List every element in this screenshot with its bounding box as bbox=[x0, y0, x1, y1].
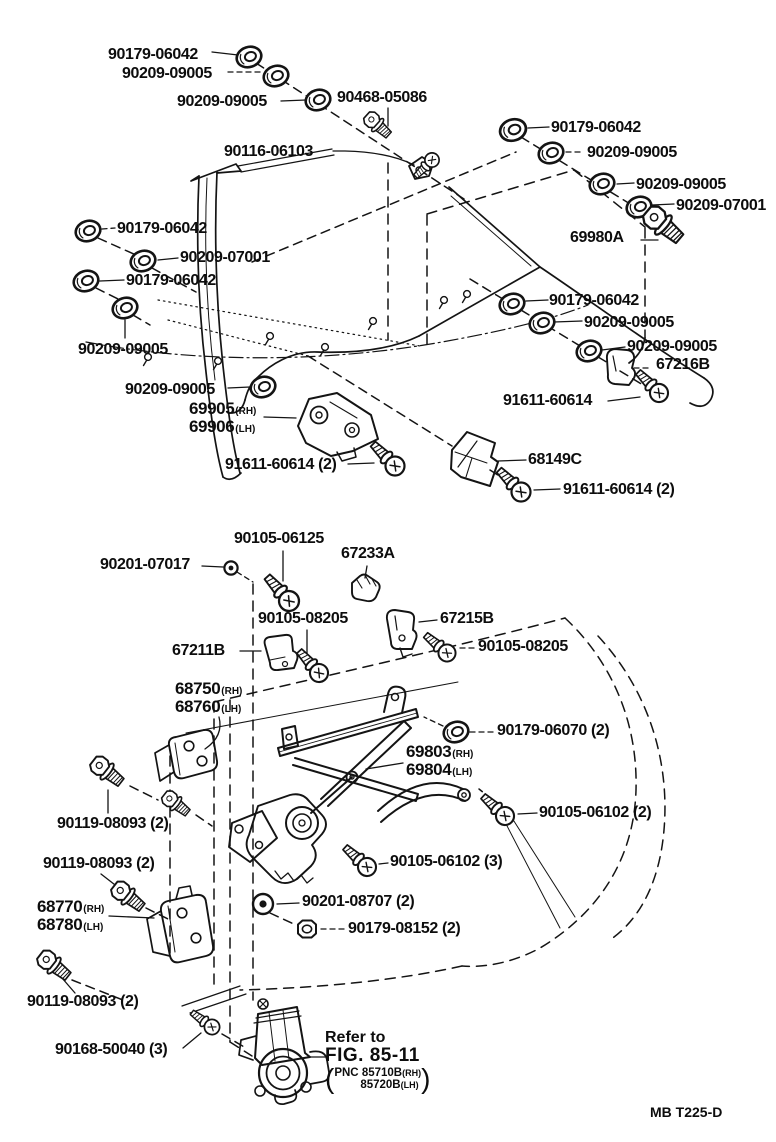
part-number: 68770 bbox=[37, 897, 83, 916]
part-label-90116-06103: 90116-06103 bbox=[224, 143, 314, 160]
part-label-69803-69804 bbox=[406, 742, 473, 778]
part-label-90209-09005-c: 90209-09005 bbox=[587, 144, 677, 161]
part-label-90179-08152: 90179-08152 (2) bbox=[348, 920, 461, 937]
part-label-67215B: 67215B bbox=[440, 610, 494, 627]
dashed-leader-lines bbox=[102, 72, 652, 929]
part-label-90119-08093-a: 90119-08093 (2) bbox=[57, 815, 169, 832]
pnc-line-lh: 85720B(LH) bbox=[360, 1079, 419, 1091]
part-label-90209-09005-e: 90209-09005 bbox=[78, 341, 168, 358]
diagram-code: MB T225-D bbox=[650, 1104, 723, 1120]
cushion-bracket-68149 bbox=[451, 432, 498, 486]
part-label-69980A: 69980A bbox=[570, 229, 624, 246]
part-label-90168-50040: 90168-50040 (3) bbox=[55, 1041, 168, 1058]
regulator-motor bbox=[239, 999, 329, 1104]
clip-67211 bbox=[265, 635, 298, 670]
part-label-67233A: 67233A bbox=[341, 545, 395, 562]
side-suffix: (RH) bbox=[452, 749, 474, 760]
part-label-90105-08205-b: 90105-08205 bbox=[478, 638, 568, 655]
part-label-90105-06102-2: 90105-06102 (2) bbox=[539, 804, 652, 821]
part-label-90179-06042-e: 90179-06042 bbox=[549, 292, 639, 309]
part-label-90179-06042-d: 90179-06042 bbox=[126, 272, 216, 289]
side-suffix: (RH) bbox=[221, 686, 243, 697]
part-number: 69803 bbox=[406, 742, 452, 761]
part-label-68149C: 68149C bbox=[528, 451, 582, 468]
glass-channel-bracket bbox=[298, 393, 378, 461]
part-number: 69804 bbox=[406, 760, 452, 779]
part-label-90105-06102-3: 90105-06102 (3) bbox=[390, 853, 503, 870]
fasteners bbox=[34, 44, 687, 1038]
side-suffix: (RH) bbox=[83, 904, 105, 915]
part-label-90209-07001-a: 90209-07001 bbox=[676, 197, 766, 214]
part-label-90105-08205-a: 90105-08205 bbox=[258, 610, 348, 627]
part-number: 68780 bbox=[37, 915, 83, 934]
refer-note bbox=[325, 1030, 430, 1092]
part-label-90209-09005-g: 90209-09005 bbox=[584, 314, 674, 331]
side-suffix: (LH) bbox=[221, 704, 242, 715]
part-label-90468-05086: 90468-05086 bbox=[337, 89, 427, 106]
part-label-68750-68760 bbox=[175, 679, 242, 715]
part-label-67211B: 67211B bbox=[172, 642, 225, 659]
clip-67233 bbox=[352, 575, 380, 602]
part-label-90209-07001-b: 90209-07001 bbox=[180, 249, 270, 266]
paren-close: ) bbox=[421, 1063, 431, 1094]
part-number: 68760 bbox=[175, 697, 221, 716]
side-suffix: (RH) bbox=[235, 406, 257, 417]
hinge-upper-68750 bbox=[155, 730, 217, 781]
part-label-91611-60614-a: 91611-60614 (2) bbox=[225, 456, 337, 473]
part-label-90179-06042-c: 90179-06042 bbox=[117, 220, 207, 237]
side-suffix: (LH) bbox=[452, 767, 473, 778]
paren-open: ( bbox=[325, 1063, 335, 1094]
part-label-68770-68780 bbox=[37, 897, 104, 933]
part-label-90209-09005-h: 90209-09005 bbox=[627, 338, 717, 355]
part-label-90209-09005-b: 90209-09005 bbox=[177, 93, 267, 110]
part-label-90201-08707: 90201-08707 (2) bbox=[302, 893, 415, 910]
glass-and-frame bbox=[182, 149, 713, 1013]
part-label-90179-06070: 90179-06070 (2) bbox=[497, 722, 610, 739]
refer-figure-ref: FIG. 85-11 bbox=[325, 1045, 420, 1066]
part-label-90179-06042-b: 90179-06042 bbox=[551, 119, 641, 136]
part-number: 69906 bbox=[189, 417, 235, 436]
pnc-line-rh: PNC 85710B(RH) bbox=[334, 1067, 422, 1079]
part-label-69905-69906 bbox=[189, 399, 256, 435]
part-label-91611-60614-b: 91611-60614 bbox=[503, 392, 593, 409]
clip-67215 bbox=[387, 610, 417, 657]
part-label-90201-07017: 90201-07017 bbox=[100, 556, 190, 573]
part-label-90105-06125: 90105-06125 bbox=[234, 530, 324, 547]
side-suffix: (LH) bbox=[83, 922, 104, 933]
part-label-90209-09005-a: 90209-09005 bbox=[122, 65, 212, 82]
part-number: 69905 bbox=[189, 399, 235, 418]
part-label-67216B: 67216B bbox=[656, 356, 710, 373]
side-suffix: (LH) bbox=[235, 424, 256, 435]
part-label-90209-09005-d: 90209-09005 bbox=[636, 176, 726, 193]
part-label-90119-08093-c: 90119-08093 (2) bbox=[27, 993, 139, 1010]
part-label-90119-08093-b: 90119-08093 (2) bbox=[43, 855, 155, 872]
part-label-90179-06042-a: 90179-06042 bbox=[108, 46, 198, 63]
part-number: 68750 bbox=[175, 679, 221, 698]
part-label-91611-60614-c: 91611-60614 (2) bbox=[563, 481, 675, 498]
belt-clips bbox=[144, 291, 471, 370]
part-label-90209-09005-f: 90209-09005 bbox=[125, 381, 215, 398]
hinge-lower-68770 bbox=[147, 886, 213, 962]
refer-line1: Refer to bbox=[325, 1029, 386, 1046]
